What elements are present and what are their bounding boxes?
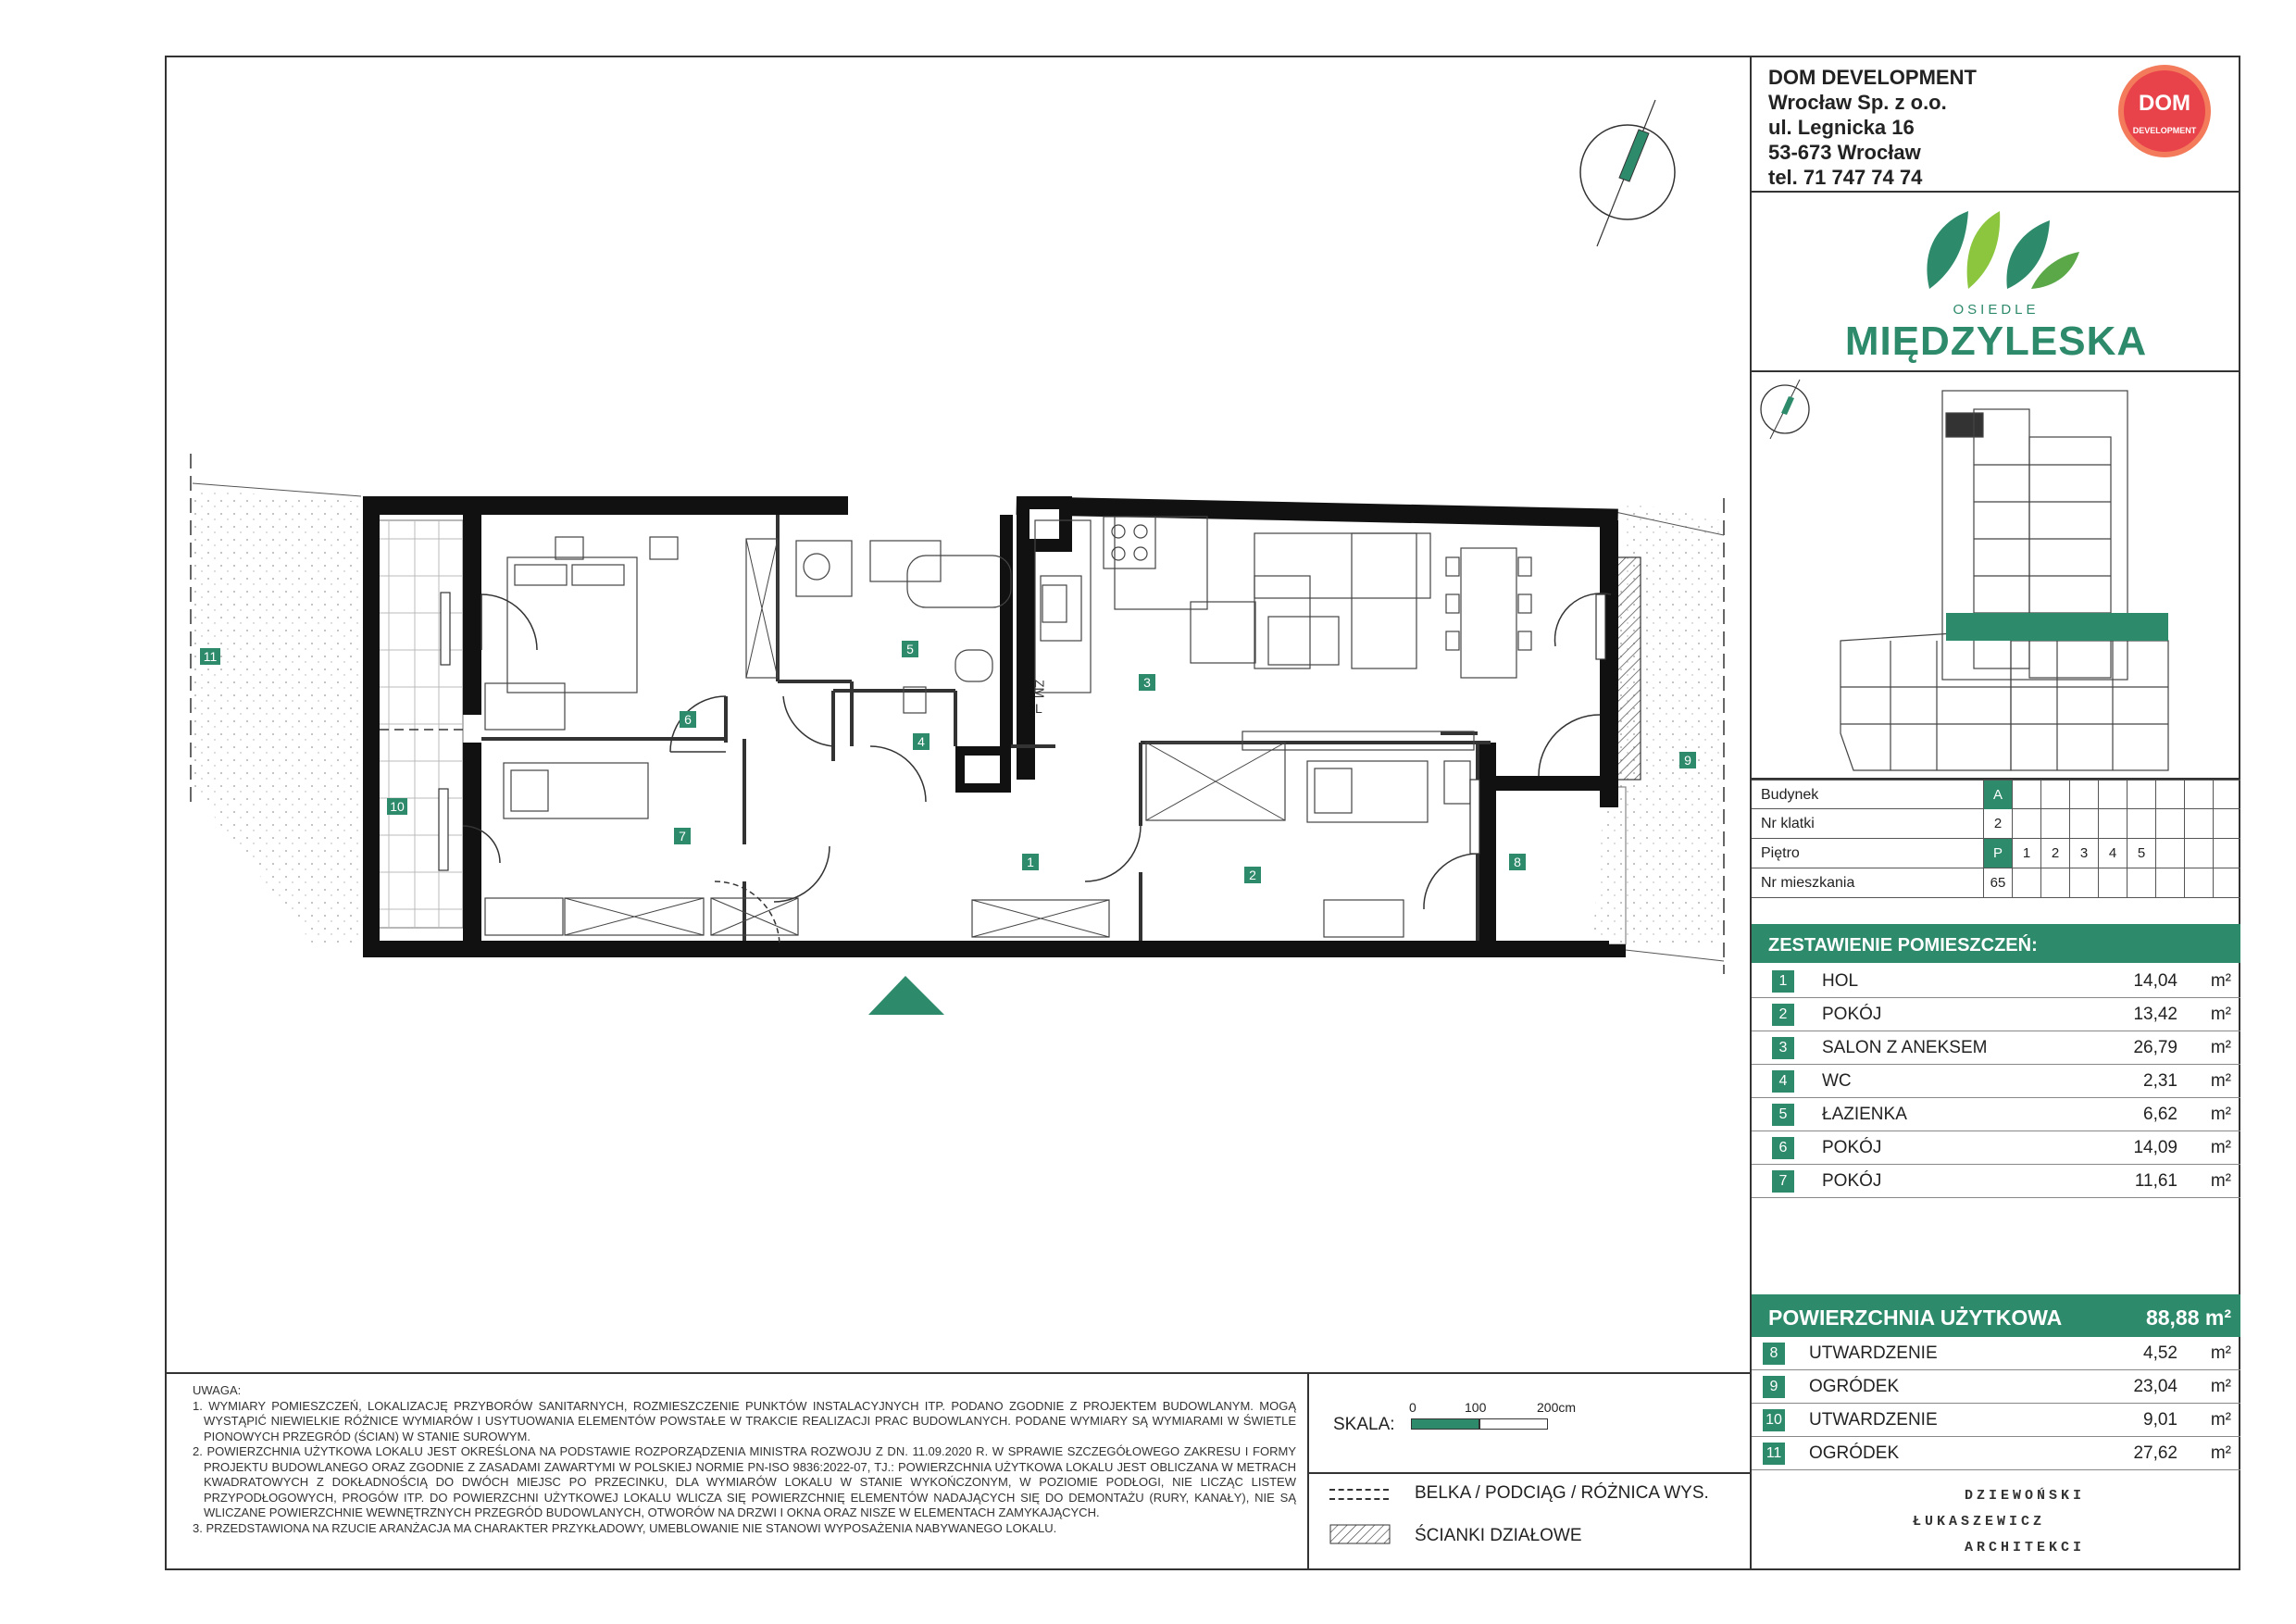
note-1: 1. WYMIARY POMIESZCZEŃ, LOKALIZACJĘ PRZYBORÓW SANITARNYCH, ROZMIESZCZENIE PUNKTÓW INSTALACYJNYCH ITP. PODANO ZGODNIE Z PROJEKTEM BUDOWLANYM. MOGĄ WYSTĄPIĆ NIEWIELKIE RÓŻNICE WYMIARÓW I USYTUOWANIA ELEMENTÓW POWSTAŁE W TRAKCIE REALIZACJI PRAC BUDOWLANYCH. PODANE WYMIARY SĄ WYMIARAMI W ŚWIETLE PIONOWYCH PRZEGRÓD (ŚCIAN) W STANIE SUROWYM. [193, 1398, 1296, 1443]
scale-tick-2: 200cm [1537, 1400, 1577, 1415]
legend [1309, 1372, 1752, 1570]
room-tag-3: 3 [1143, 675, 1151, 690]
scale-tick-1: 100 [1465, 1400, 1487, 1415]
room-tag-10: 10 [390, 799, 405, 814]
l-label: L [1035, 701, 1042, 716]
room-row-7: 7 POKÓJ 11,61 m² [1752, 1165, 2240, 1198]
company-street: ul. Legnicka 16 [1768, 116, 1915, 139]
floor-plan [167, 57, 1752, 1372]
key-north-arrow-icon [1761, 380, 1809, 439]
company-legal: Wrocław Sp. z o.o. [1768, 91, 1947, 114]
key-plan-drawing [1752, 372, 2239, 776]
row-pietro: Piętro P 1 2 3 4 5 [1752, 839, 2240, 868]
room-tag-2: 2 [1249, 868, 1256, 882]
room-row-4: 4 WC 2,31 m² [1752, 1065, 2240, 1098]
project-prefix: OSIEDLE [1953, 302, 2040, 318]
row-klatka: Nr klatki 2 [1752, 809, 2240, 839]
legend-partition: ŚCIANKI DZIAŁOWE [1415, 1526, 1582, 1545]
extra-row-9: 9 OGRÓDEK 23,04 m² [1752, 1370, 2240, 1404]
key-plan [1752, 372, 2240, 780]
room-row-6: 6 POKÓJ 14,09 m² [1752, 1131, 2240, 1165]
scale-tick-0: 0 [1409, 1400, 1416, 1415]
note-3: 3. PRZEDSTAWIONA NA RZUCIE ARANŻACJA MA CHARAKTER PRZYKŁADOWY, UMEBLOWANIE NIE STANOWI WYPOSAŻENIA NABYWANEGO LOKALU. [193, 1520, 1057, 1535]
project-logo [1752, 193, 2240, 372]
extra-row-11: 11 OGRÓDEK 27,62 m² [1752, 1437, 2240, 1470]
doors [463, 593, 1611, 946]
legend-beam: BELKA / PODCIĄG / RÓŻNICA WYS. [1415, 1483, 1709, 1503]
scale-bar-filled [1411, 1418, 1479, 1430]
room-tag-11: 11 [203, 649, 218, 664]
room-tag-8: 8 [1514, 855, 1521, 869]
room-tag-1: 1 [1027, 855, 1034, 869]
room-tag-7: 7 [679, 829, 686, 843]
notes [167, 1372, 1309, 1570]
entrance-marker [868, 976, 944, 1015]
row-budynek: Budynek A [1752, 780, 2240, 809]
room-tag-9: 9 [1684, 753, 1691, 768]
company-info [1752, 57, 2240, 193]
company-name: DOM DEVELOPMENT [1768, 66, 1977, 89]
room-tag-6: 6 [684, 712, 692, 727]
company-city: 53-673 Wrocław [1768, 141, 1921, 164]
room-row-5: 5 ŁAZIENKA 6,62 m² [1752, 1098, 2240, 1131]
room-tag-4: 4 [917, 734, 925, 749]
notes-title: UWAGA: [193, 1383, 242, 1397]
total-area [1752, 1294, 2240, 1337]
extra-row-8: 8 UTWARDZENIE 4,52 m² [1752, 1337, 2240, 1370]
title-block [1752, 57, 2240, 1570]
partition-hatch-icon [1329, 1524, 1391, 1544]
zm-label: ZM [1032, 680, 1047, 699]
architect-logo: DZIEWOŃSKI ŁUKASZEWICZ ARCHITEKCI [1913, 1488, 2085, 1555]
dom-logo: DOM DEVELOPMENT [2124, 70, 2205, 152]
total-label: POWIERZCHNIA UŻYTKOWA [1768, 1305, 2063, 1330]
beam-line-icon [1329, 1489, 1389, 1491]
note-2: 2. POWIERZCHNIA UŻYTKOWA LOKALU JEST OKREŚLONA NA PODSTAWIE ROZPORZĄDZENIA MINISTRA ROZWOJU Z DN. 11.09.2020 R. W SPRAWIE SZCZEGÓŁOWEGO ZAKRESU I FORMY PROJEKTU BUDOWLANEGO ORAZ ZGODNIE Z ZASADAMI ZAWARTYMI W POLSKIEJ NORMIE PN-ISO 9836:2022-07, TJ.: POWIERZCHNIA UŻYTKOWA LOKALU JEST OBLICZANA W METRACH KWADRATOWYCH Z DOKŁADNOŚCIĄ DO DWÓCH MIEJSC PO PRZECINKU, DLA WYMIARÓW LOKALU W STANIE WYKOŃCZONYM, W POZIOMIE PODŁOGI, NIE LICZĄC LISTEW PRZYPODŁOGOWYCH, PROGÓW ITP. DO POWIERZCHNI UŻYTKOWEJ LOKALU WLICZA SIĘ POWIERZCHNIĘ ELEMENTÓW NADAJĄCYCH SIĘ DO DEMONTAŻU (RURY, KANAŁY), NIE SĄ WLICZANE POWIERZCHNIE WEWNĘTRZNYCH PRZEGRÓD BUDOWLANYCH, OTWORÓW NA DRZWI I OKNA ORAZ NISZE W ELEMENTACH ZAMYKAJĄCYCH. [193, 1444, 1296, 1519]
walls [363, 496, 1626, 957]
scale-bar-empty [1479, 1418, 1548, 1430]
north-arrow-icon [1580, 100, 1675, 246]
rooms-header: ZESTAWIENIE POMIESZCZEŃ: [1752, 924, 2240, 963]
key-plan-highlight [1946, 613, 2168, 641]
company-phone: tel. 71 747 74 74 [1768, 166, 1923, 189]
project-name: MIĘDZYLESKA [1844, 319, 2148, 364]
row-mieszkanie: Nr mieszkania 65 [1752, 868, 2240, 898]
room-row-1: 1 HOL 14,04 m² [1752, 965, 2240, 998]
garden-11 [193, 489, 363, 946]
extra-row-10: 10 UTWARDZENIE 9,01 m² [1752, 1404, 2240, 1437]
sheet [165, 56, 2240, 1570]
scale-label: SKALA: [1333, 1415, 1395, 1434]
leaf-logo-icon [1911, 204, 2081, 296]
room-row-3: 3 SALON Z ANEKSEM 26,79 m² [1752, 1031, 2240, 1065]
total-value: 88,88 m² [2145, 1305, 2231, 1330]
floor-plan-drawing [167, 57, 1750, 1372]
room-tag-5: 5 [906, 642, 914, 656]
room-row-2: 2 POKÓJ 13,42 m² [1752, 998, 2240, 1031]
